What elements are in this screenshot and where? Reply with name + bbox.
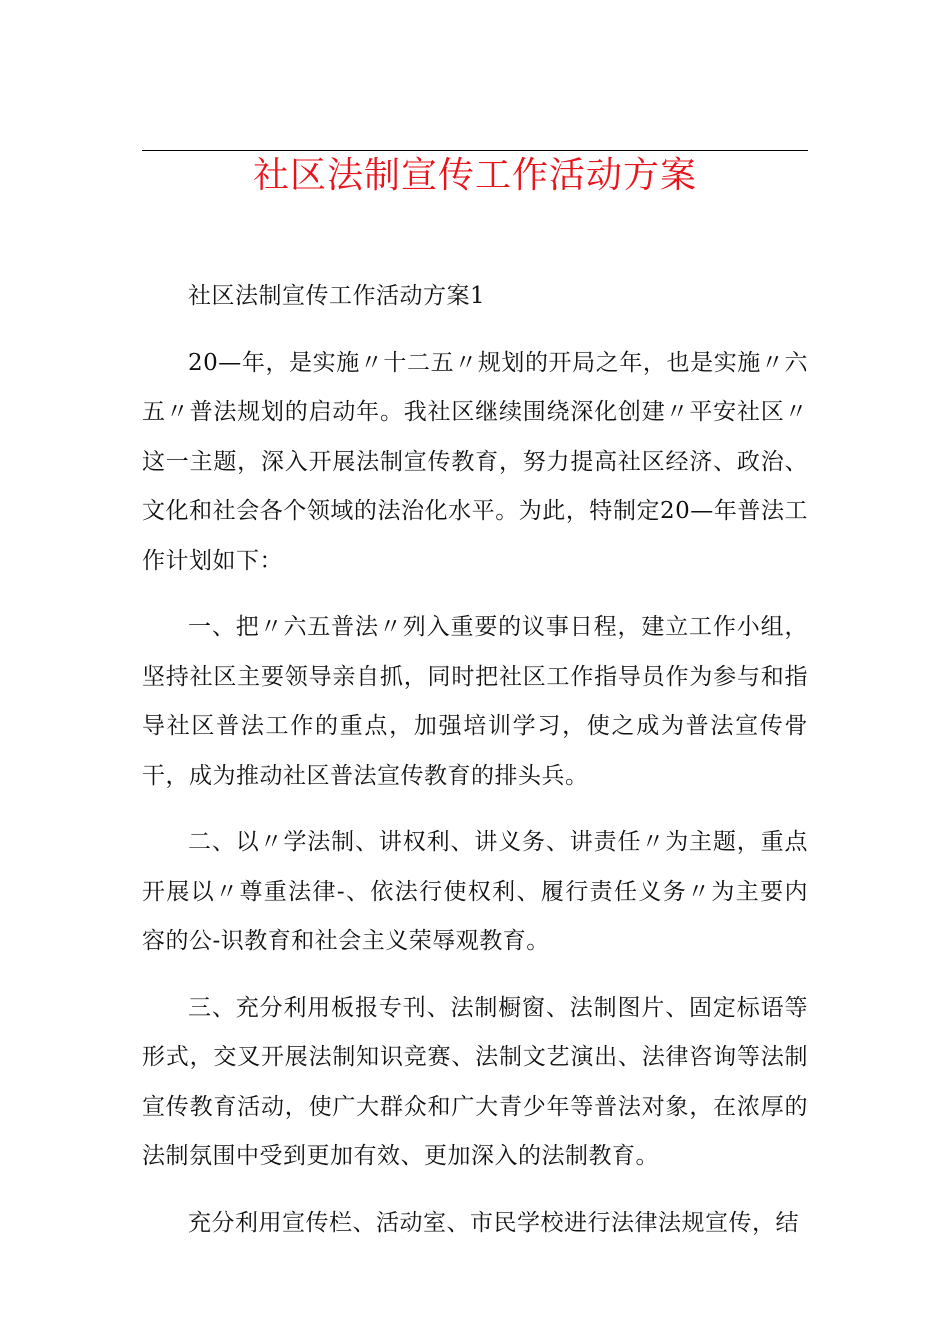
body-paragraph: 一、把〃六五普法〃列入重要的议事日程，建立工作小组，坚持社区主要领导亲自抓，同时把社区工作指导员作为参与和指导社区普法工作的重点，加强培训学习，使之成为普法宣传骨干，成为推动社区普法宣传教育的排头兵。 [142,614,808,789]
body-paragraph: 三、充分利用板报专刊、法制橱窗、法制图片、固定标语等形式，交叉开展法制知识竞赛、法制文艺演出、法律咨询等法制宣传教育活动，使广大群众和广大青少年等普法对象，在浓厚的法制氛围中受到更加有效、更加深入的法制教育。 [142,994,808,1169]
header-rule [142,150,808,151]
body-paragraph: 二、以〃学法制、讲权利、讲义务、讲责任〃为主题，重点开展以〃尊重法律-、依法行使权利、履行责任义务〃为主要内容的公-识教育和社会主义荣辱观教育。 [142,829,808,954]
document-body [142,272,808,1265]
body-paragraph: 充分利用宣传栏、活动室、市民学校进行法律法规宣传，结 [188,1209,799,1236]
document-title: 社区法制宣传工作活动方案 [252,155,697,196]
section-heading: 社区法制宣传工作活动方案1 [188,283,486,309]
body-paragraph: 20—年，是实施〃十二五〃规划的开局之年，也是实施〃六五〃普法规划的启动年。我社区继续围绕深化创建〃平安社区〃这一主题，深入开展法制宣传教育，努力提高社区经济、政治、文化和社会各个领域的法治化水平。为此，特制定20—年普法工作计划如下： [142,349,808,574]
